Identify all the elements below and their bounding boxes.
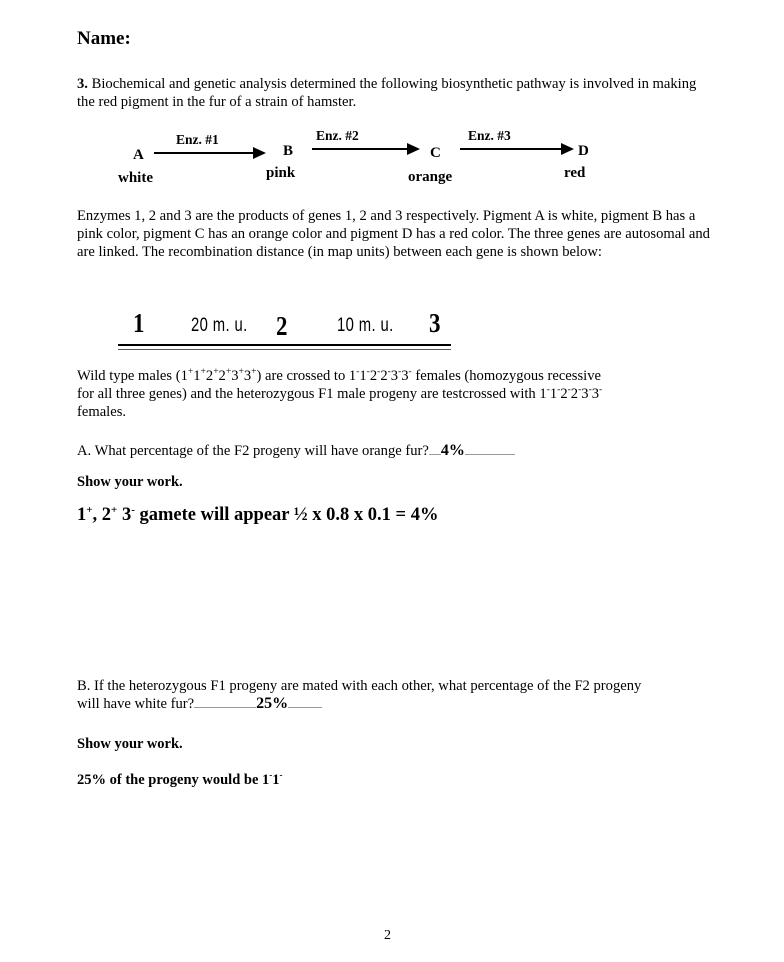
part-a-question [77,442,515,460]
gene-1-label: 1 [133,308,145,338]
part-a-answer: 4% [440,442,465,459]
distance-2-3: 10 m. u. [337,315,394,336]
map-line-shadow [118,349,451,350]
enzyme-1-label: Enz. #1 [176,132,219,147]
question-3-body: Biochemical and genetic analysis determined the following biosynthetic pathway is involved in making the red pigment in the fur of a strain of hamster. [77,76,697,110]
pigment-d-letter: D [578,143,589,159]
cross-text-1: Wild type males (1 [77,368,188,384]
question-number: 3. [77,76,88,92]
map-line [118,344,451,346]
cross-description: Wild type males (1+1+2+2+3+3+) are crossed to 1-1-2-2-3-3- females (homozygous recessive for all three genes) and the heterozygous F1 male progeny are testcrossed with 1-1-2-2-3-3- females. [77,367,603,420]
gene-3-label: 3 [429,308,441,338]
part-a-question-text: A. What percentage of the F2 progeny will have orange fur? [77,443,429,459]
part-b-work-text: 25% of the progeny would be 1 [77,772,270,788]
part-b-show-work: Show your work. [77,736,183,752]
arrow-2-head [407,143,420,155]
enzyme-3-label: Enz. #3 [468,128,511,143]
arrow-2-shaft [312,148,408,150]
pigment-d-color: red [564,165,586,181]
gene-2-label: 2 [276,311,288,341]
cross-text-5: females. [77,404,127,420]
cross-text-4: for all three genes) and the heterozygous F1 male progeny are testcrossed with 1 [77,386,547,402]
name-label: Name: [77,28,131,49]
cross-text-3: females (homozygous recessive [411,368,601,384]
question-3-text [77,75,717,111]
part-b-work: 25% of the progeny would be 1-1- [77,770,283,788]
arrow-3-shaft [460,148,562,150]
part-a-work-text: gamete will appear ½ x 0.8 x 0.1 = 4% [139,505,439,525]
pigment-c-letter: C [430,145,441,161]
arrow-1-head [253,147,266,159]
pigment-a-color: white [118,170,153,186]
arrow-1-shaft [154,152,254,154]
part-b-question-line-1: B. If the heterozygous F1 progeny are mated with each other, what percentage of the F2 progeny [77,678,642,694]
part-a-work: 1+, 2+ 3- gamete will appear ½ x 0.8 x 0.1 = 4% [77,503,439,525]
cross-text-2: ) are crossed to 1 [256,368,357,384]
arrow-3-head [561,143,574,155]
pigment-b-color: pink [266,165,296,181]
pigment-a-letter: A [133,147,144,163]
distance-1-2: 20 m. u. [191,315,248,336]
page-number: 2 [384,928,391,943]
pigment-b-letter: B [283,143,294,159]
part-b-answer: 25% [256,695,289,712]
pigment-c-color: orange [408,169,453,185]
part-a-show-work: Show your work. [77,474,183,490]
enzyme-2-label: Enz. #2 [316,128,359,143]
part-b-question [77,677,717,713]
pathway-description: Enzymes 1, 2 and 3 are the products of genes 1, 2 and 3 respectively. Pigment A is white, pigment B has a pink color, pigment C has an orange color and pigment D has a red color. The three genes are autosomal and are linked. The recombination distance (in map units) between each gene is shown below: [77,208,710,260]
part-b-question-line-2: will have white fur? [77,696,195,712]
